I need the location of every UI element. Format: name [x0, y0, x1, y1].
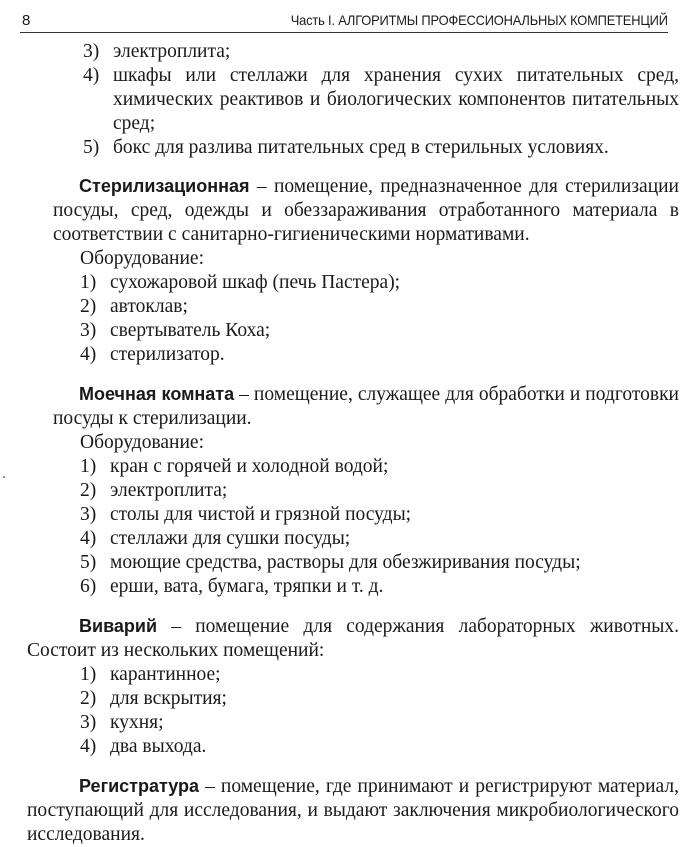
list-item-text: шкафы или стеллажи для хранения сухих питательных сред, химических реактивов и биологических компонентов питательных сред;	[113, 65, 679, 134]
equipment-list	[80, 455, 679, 599]
scan-speck	[3, 476, 5, 478]
list-item-text: кран с горячей и холодной водой;	[110, 456, 389, 477]
list-item-number: 4)	[80, 344, 97, 365]
list-item-text: свертыватель Коха;	[110, 320, 271, 341]
list-item-text: стерилизатор.	[110, 344, 225, 365]
page-header	[20, 6, 668, 33]
list-item-number: 2)	[80, 688, 97, 709]
page-number: 8	[22, 12, 31, 29]
list-item	[83, 64, 679, 136]
list-item-number: 1)	[80, 272, 97, 293]
term-heading: Виварий	[79, 616, 158, 636]
list-item	[83, 136, 679, 160]
list-item-text: два выхода.	[110, 736, 207, 757]
list-item	[80, 575, 679, 599]
list-item-number: 3)	[80, 504, 97, 525]
term-heading: Регистратура	[79, 776, 200, 796]
list-item-number: 2)	[80, 480, 97, 501]
list-item	[80, 551, 679, 575]
term-heading: Моечная комната	[79, 384, 235, 404]
list-item-text: моющие средства, растворы для обезжиривания посуды;	[110, 552, 581, 573]
term-definition: – помещение, предназначенное для стерилизации посуды, сред, одежды и обеззараживания отработанного материала в соответствии с санитарно-гигиеническими нормативами.	[53, 176, 679, 245]
section-washing-room	[53, 382, 679, 431]
list-item	[80, 503, 679, 527]
list-item	[80, 687, 679, 711]
list-item	[80, 735, 679, 759]
list-item	[80, 295, 679, 319]
list-item-text: кухня;	[110, 712, 164, 733]
list-item-text: ерши, вата, бумага, тряпки и т. д.	[110, 576, 384, 597]
equipment-label: Оборудование:	[80, 432, 204, 453]
list-item-number: 4)	[80, 736, 97, 757]
list-item-number: 1)	[80, 664, 97, 685]
list-item-number: 2)	[80, 296, 97, 317]
list-item-number: 4)	[83, 65, 100, 86]
section-vivarium	[27, 614, 679, 663]
list-item-number: 3)	[83, 41, 100, 62]
top-equipment-list	[83, 40, 679, 160]
list-item-number: 6)	[80, 576, 97, 597]
page-body	[27, 40, 679, 847]
list-item	[80, 479, 679, 503]
list-item-text: электроплита;	[113, 41, 231, 62]
running-title: Часть I. АЛГОРИТМЫ ПРОФЕССИОНАЛЬНЫХ КОМПЕТЕНЦИЙ	[290, 12, 668, 28]
equipment-list	[80, 271, 679, 367]
list-item-text: карантинное;	[110, 664, 221, 685]
term-definition: – помещение, служащее для обработки и подготовки посуды к стерилизации.	[53, 384, 679, 429]
list-item-number: 1)	[80, 456, 97, 477]
section-registry	[27, 774, 679, 847]
list-item-text: стеллажи для сушки посуды;	[110, 528, 351, 549]
list-item-text: электроплита;	[110, 480, 228, 501]
list-item	[80, 319, 679, 343]
list-item	[80, 271, 679, 295]
term-definition: – помещение, где принимают и регистрируют материал, поступающий для исследования, и выдают заключения микробиологического исследования.	[27, 776, 679, 845]
equipment-label: Оборудование:	[80, 248, 204, 269]
list-item-number: 5)	[83, 137, 100, 158]
section-sterilization	[53, 174, 679, 247]
list-item	[80, 343, 679, 367]
list-item-number: 4)	[80, 528, 97, 549]
list-item	[83, 40, 679, 64]
list-item	[80, 455, 679, 479]
list-item	[80, 711, 679, 735]
list-item-number: 5)	[80, 552, 97, 573]
list-item	[80, 527, 679, 551]
vivarium-rooms-list	[80, 663, 679, 759]
term-definition: – помещение для содержания лабораторных животных. Состоит из нескольких помещений:	[27, 616, 679, 661]
list-item-text: столы для чистой и грязной посуды;	[110, 504, 412, 525]
list-item	[80, 663, 679, 687]
list-item-text: для вскрытия;	[110, 688, 227, 709]
list-item-number: 3)	[80, 320, 97, 341]
list-item-text: сухожаровой шкаф (печь Пастера);	[110, 272, 401, 293]
list-item-number: 3)	[80, 712, 97, 733]
term-heading: Стерилизационная	[79, 176, 250, 196]
list-item-text: автоклав;	[110, 296, 188, 317]
list-item-text: бокс для разлива питательных сред в стерильных условиях.	[113, 137, 609, 158]
